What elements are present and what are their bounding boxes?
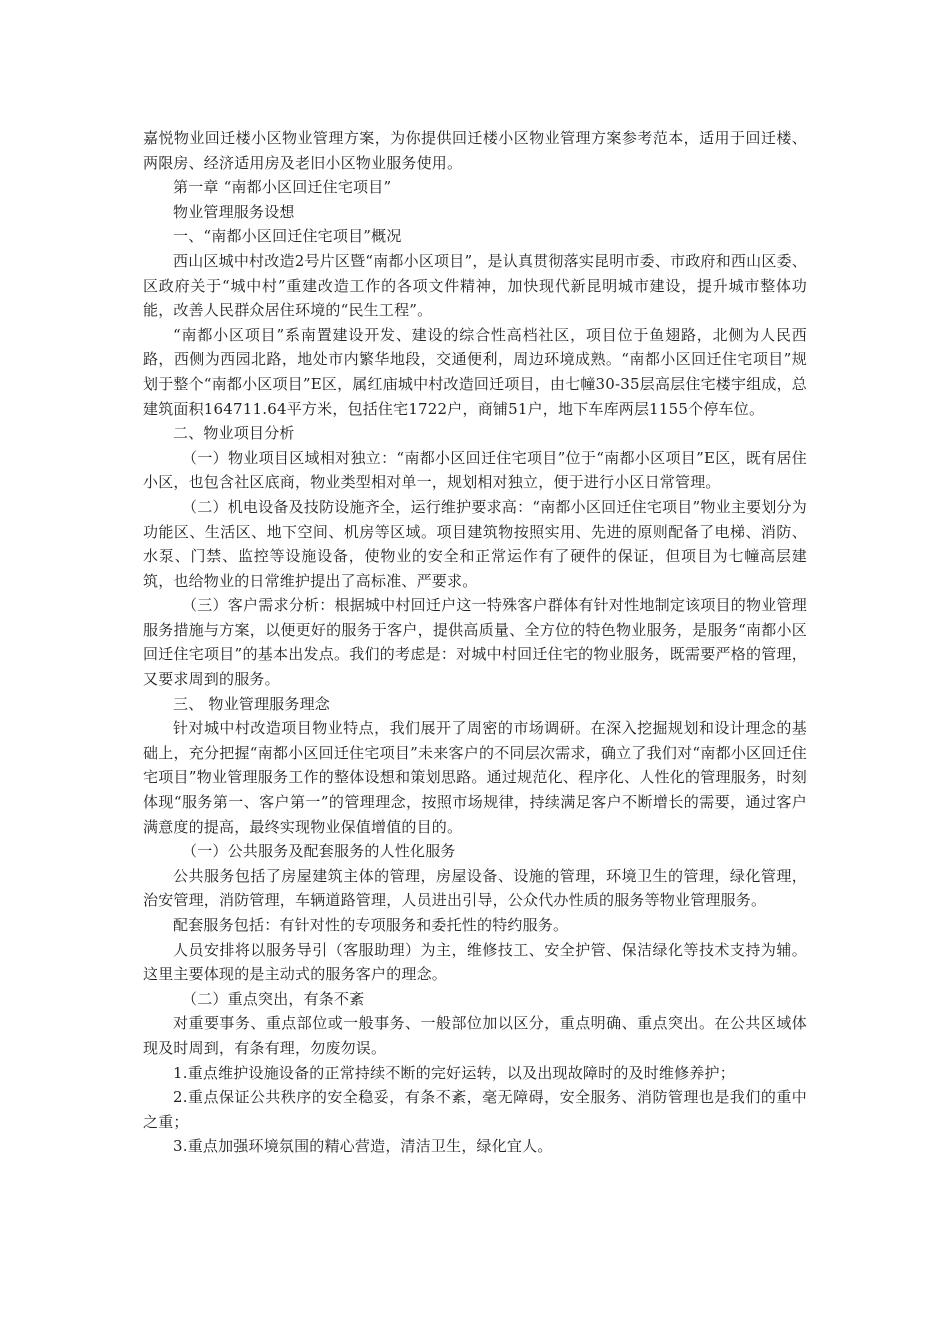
section3-sub2-paragraph-1: 对重要事务、重点部位或一般事务、一般部位加以区分，重点明确、重点突出。在公共区域体现及时周到，有条有理，勿废勿误。: [143, 1014, 807, 1057]
section2-heading: 二、物业项目分析: [173, 424, 295, 443]
list-item-1: 1.重点维护设施设备的正常持续不断的完好运转，以及出现故障时的及时维修养护；: [173, 1063, 735, 1082]
section3-sub1-paragraph-3: 人员安排将以服务导引（客服助理）为主，维修技工、安全护管、保洁绿化等技术支持为辅。这里主要体现的是主动式的服务客户的理念。: [143, 940, 807, 984]
section1-paragraph-2: “南都小区项目”系南置建设开发、建设的综合性高档社区，项目位于鱼翅路，北侧为人民西路，西侧为西园北路，地处市内繁华地段，交通便利，周边环境成熟。“南都小区回迁住宅项目”规划于整个“南都小区项目”E区，属红庙城中村改造回迁项目，由七幢30-35层高层住宅楼宇组成，总建筑面积164711.64平方米，包括住宅1722户，商铺51户，地下车库两层1155个停车位。: [143, 325, 807, 418]
list-item-2: 2.重点保证公共秩序的安全稳妥，有条不紊，毫无障碍，安全服务、消防管理也是我们的重中之重；: [143, 1088, 807, 1131]
section3-subheading-1: （一）公共服务及配套服务的人性化服务: [182, 842, 456, 861]
intro-paragraph: 嘉悦物业回迁楼小区物业管理方案，为你提供回迁楼小区物业管理方案参考范本，适用于回迁楼、两限房、经济适用房及老旧小区物业服务使用。: [143, 129, 807, 172]
chapter-title: 第一章 “南都小区回迁住宅项目”: [173, 178, 392, 197]
section3-paragraph-1: 针对城中村改造项目物业特点，我们展开了周密的市场调研。在深入挖掘规划和设计理念的基础上，充分把握“南都小区回迁住宅项目”未来客户的不同层次需求，确立了我们对“南都小区回迁住宅项目”物业管理服务工作的整体设想和策划思路。通过规范化、程序化、人性化的管理服务，时刻体现“服务第一、客户第一”的管理理念，按照市场规律，持续满足客户不断增长的需要，通过客户满意度的提高，最终实现物业保值增值的目的。: [143, 719, 807, 836]
section1-heading: 一、“南都小区回迁住宅项目”概况: [173, 227, 402, 246]
section2-item-3: （三）客户需求分析：根据城中村回迁户这一特殊客户群体有针对性地制定该项目的物业管理服务措施与方案，以便更好的服务于客户，提供高质量、全方位的特色物业服务，是服务“南都小区回迁住宅项目”的基本出发点。我们的考虑是：对城中村回迁住宅的物业服务，既需要严格的管理，又要求周到的服务。: [143, 596, 807, 689]
section3-subheading-2: （二）重点突出，有条不紊: [182, 989, 365, 1008]
section2-item-2: （二）机电设备及技防设施齐全，运行维护要求高：“南都小区回迁住宅项目”物业主要划分为功能区、生活区、地下空间、机房等区域。项目建筑物按照实用、先进的原则配备了电梯、消防、水泵、门禁、监控等设施设备，使物业的安全和正常运作有了硬件的保证，但项目为七幢高层建筑，也给物业的日常维护提出了高标准、严要求。: [143, 497, 807, 590]
section1-paragraph-1: 西山区城中村改造2号片区暨“南都小区项目”，是认真贯彻落实昆明市委、市政府和西山区委、区政府关于“城中村”重建改造工作的各项文件精神，加快现代新昆明城市建设，提升城市整体功能，改善人民群众居住环境的“民生工程”。: [143, 251, 807, 320]
chapter-subtitle: 物业管理服务设想: [173, 202, 295, 221]
section3-sub1-paragraph-2: 配套服务包括：有针对性的专项服务和委托性的特约服务。: [173, 916, 569, 934]
document-body: [143, 126, 807, 1159]
list-item-3: 3.重点加强环境氛围的精心营造，清洁卫生，绿化宜人。: [173, 1137, 553, 1156]
section3-sub1-paragraph-1: 公共服务包括了房屋建筑主体的管理，房屋设备、设施的管理，环境卫生的管理，绿化管理，治安管理，消防管理，车辆道路管理，人员进出引导，公众代办性质的服务等物业管理服务。: [143, 866, 807, 910]
section3-heading: 三、 物业管理服务理念: [173, 694, 330, 713]
section2-item-1: （一）物业项目区域相对独立：“南都小区回迁住宅项目”位于“南都小区项目”E区，既有居住小区，也包含社区底商，物业类型相对单一，规划相对独立，便于进行小区日常管理。: [143, 448, 807, 492]
